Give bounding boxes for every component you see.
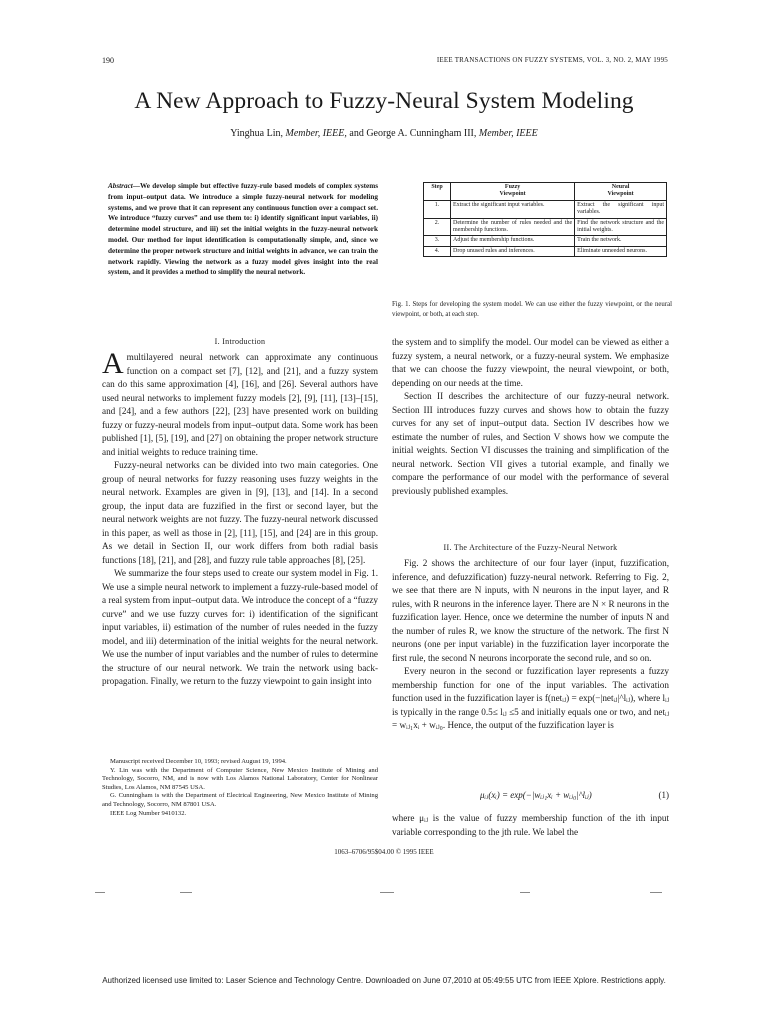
table-header-row bbox=[424, 183, 667, 201]
author-line bbox=[0, 128, 768, 139]
paper-title: A New Approach to Fuzzy-Neural System Modeling bbox=[134, 88, 634, 114]
scan-mark bbox=[95, 892, 105, 893]
figure-caption: Fig. 1. Steps for developing the system model. We can use either the fuzzy viewpoint, or the neural viewpoint, or both, at each step. bbox=[392, 301, 672, 318]
table-header-neural: Neural Viewpoint bbox=[575, 183, 667, 201]
footnote-received: Manuscript received December 10, 1993; revised August 19, 1994. bbox=[110, 758, 287, 765]
architecture-paragraph-1: Fig. 2 shows the architecture of our four layer (input, fuzzification, inference, and defuzzification) fuzzy-neural network. Referring to Fig. 2, we see that there are N inputs, with N neurons in the input layer, and R rules, with R neurons in the inference layer. There are N × R neurons in the fuzzification layer. Hence, once we determine the number of inputs N and the number of rules R, we know the structure of the network. The first N neurons (one per input variable) in the fuzzification layer incorporate the first rule, the second N neurons incorporate the second rule, and so on. bbox=[392, 558, 669, 663]
table-cell-fuzzy: Adjust the membership functions. bbox=[451, 236, 575, 246]
table-cell-neural: Extract the significant input variables. bbox=[575, 200, 667, 218]
running-head: IEEE TRANSACTIONS ON FUZZY SYSTEMS, VOL. 3, NO. 2, MAY 1995 bbox=[436, 56, 668, 64]
footnote-author-2: G. Cunningham is with the Department of Electrical Engineering, New Mexico Institute of Mining and Technology, Socorro, NM 87801 USA. bbox=[102, 792, 378, 808]
architecture-paragraph-2: Every neuron in the second or fuzzification layer represents a fuzzy membership function for one of the input variables. The activation function used in the fuzzification layer is f(netᵢⱼ) = exp(−|netᵢⱼ|^lᵢⱼ), where lᵢⱼ is typically in the range 0.5≤ lᵢⱼ ≤5 and initially equals one or two, and netᵢⱼ = wᵢⱼ₁xᵢ + wᵢⱼ₀. Hence, the output of the fuzzification layer is bbox=[392, 666, 669, 730]
steps-table bbox=[423, 182, 667, 257]
intro-paragraph-5: Section II describes the architecture of our fuzzy-neural network. Section III introduces fuzzy curves and shows how to obtain the fuzzy curves for any set of input–output data. Section IV describes how we estimate the number of rules, and Section V shows how we compute the initial weights. Section VI discusses the training and simplification of the neural network. Section VII gives a tutorial example, and finally we compare the performance of our model with the performance of several previously published examples. bbox=[392, 391, 669, 496]
table-cell-step: 1. bbox=[424, 200, 451, 218]
table-row bbox=[424, 200, 667, 218]
table-row bbox=[424, 218, 667, 236]
abstract-text: We develop simple but effective fuzzy-rule based models of complex systems from input–output data. We introduce a simple fuzzy-neural network for modeling systems, and we prove that it can represent any continuous function over a compact set. We introduce “fuzzy curves” and use them to: i) identify significant input variables, ii) determine model structure, and iii) set the initial weights in the fuzzy-neural network model. Our method for input identification is computationally simple, and, since we determine the proper network structure and initial weights in advance, we can train the network rapidly. Viewing the network as a fuzzy model gives insight into the real system, and it provides a method to simplify the neural network. bbox=[108, 182, 378, 277]
right-column-intro bbox=[392, 336, 669, 498]
copyright-line: 1063–6706/95$04.00 © 1995 IEEE bbox=[334, 848, 434, 856]
equation-expression: μᵢⱼ(xᵢ) = exp(−|wᵢⱼ₁xᵢ + wᵢⱼ₀|^lᵢⱼ) bbox=[480, 790, 592, 800]
author-1-role: Member, IEEE, bbox=[285, 128, 347, 139]
footnotes bbox=[102, 758, 378, 818]
scan-mark bbox=[520, 892, 530, 893]
right-column-after-equation bbox=[392, 812, 669, 839]
table-cell-neural: Eliminate unneeded neurons. bbox=[575, 246, 667, 256]
equation-number: (1) bbox=[658, 790, 669, 800]
intro-paragraph-2: Fuzzy-neural networks can be divided into two main categories. One group of neural networks for fuzzy reasoning uses fuzzy weights in the neural network. Examples are given in [9], [13], and [14]. In a second group, the input data are fuzzified in the first or second layer, but the neural network weights are not fuzzy. The fuzzy-neural network discussed in this paper, as well as those in [2], [11], [15], and [24] are in this group. As we detail in Section II, our work differs from both radial basis functions [18], [21], and [28], and fuzzy rule table approaches [8], [25]. bbox=[102, 460, 378, 565]
intro-paragraph-3: We summarize the four steps used to create our system model in Fig. 1. We use a simple neural network to implement a fuzzy-rule-based model of a real system from input–output data. We introduce the concept of a “fuzzy curve” and we use fuzzy curves for: i) identification of the significant input variables, ii) estimation of the number of rules needed in the fuzzy model, and iii) determination of the initial weights for the neural network. We use the number of input variables and the number of rules to determine the structure of our neural network. We train the network using back-propagation. Finally, we return to the fuzzy viewpoint to gain insight into bbox=[102, 568, 378, 686]
author-1: Yinghua Lin, bbox=[230, 128, 283, 139]
table-cell-neural: Train the network. bbox=[575, 236, 667, 246]
intro-paragraph-1: Amultilayered neural network can approximate any continuous function on a compact set [7], [12], and [21], and a fuzzy system can do this same approximation [4], [16], and [26]. Several authors have used neural networks to implement fuzzy models [2], [9], [11], [13]–[15], and [24], and a few authors [22], [23] have presented work on building fuzzy or fuzzy-neural models from input–output data. Some work has been published [1], [5], [19], and [27] on obtaining the proper network structure and initial weights to reduce training time. bbox=[102, 347, 378, 457]
intro-paragraph-4: the system and to simplify the model. Our model can be viewed as either a fuzzy system, a neural network, or a fuzzy-neural system. We emphasize that we can choose the fuzzy viewpoint, the neural viewpoint, or both, depending on our needs at the time. bbox=[392, 337, 669, 388]
table-header-fuzzy: Fuzzy Viewpoint bbox=[451, 183, 575, 201]
page-number: 190 bbox=[102, 56, 114, 65]
section-heading-architecture: II. The Architecture of the Fuzzy-Neural Network bbox=[443, 543, 618, 552]
left-column-body bbox=[102, 347, 378, 689]
table-cell-step: 2. bbox=[424, 218, 451, 236]
abstract-label: Abstract— bbox=[108, 182, 140, 190]
table-row bbox=[424, 236, 667, 246]
author-2: and George A. Cunningham III, bbox=[349, 128, 477, 139]
scan-mark bbox=[380, 892, 394, 893]
right-column-architecture bbox=[392, 557, 669, 733]
abstract bbox=[108, 181, 378, 278]
scan-marks bbox=[0, 892, 768, 894]
footnote-author-1: Y. Lin was with the Department of Computer Science, New Mexico Institute of Mining and Technology, Socorro, NM, and is now with Los Alamos National Laboratory, Center for Nonlinear Studies, Los Alamos, NM 87545 USA. bbox=[102, 766, 378, 791]
architecture-paragraph-3: where μᵢⱼ is the value of fuzzy membership function of the ith input variable corresponding to the jth rule. We label the bbox=[392, 813, 669, 837]
table-row bbox=[424, 246, 667, 256]
drop-cap: A bbox=[102, 347, 124, 380]
table-cell-fuzzy: Drop unused rules and inferences. bbox=[451, 246, 575, 256]
section-heading-introduction: I. Introduction bbox=[214, 337, 266, 346]
table-cell-fuzzy: Determine the number of rules needed and the membership functions. bbox=[451, 218, 575, 236]
table-cell-step: 4. bbox=[424, 246, 451, 256]
scan-mark bbox=[180, 892, 192, 893]
table-header-step: Step bbox=[424, 183, 451, 201]
table-cell-fuzzy: Extract the significant input variables. bbox=[451, 200, 575, 218]
author-2-role: Member, IEEE bbox=[478, 128, 538, 139]
table-cell-step: 3. bbox=[424, 236, 451, 246]
footnote-log-number: IEEE Log Number 9410132. bbox=[110, 809, 187, 817]
authorization-footer: Authorized licensed use limited to: Laser Science and Technology Centre. Downloaded on June 07,2010 at 05:49:55 UTC from IEEE Xplore. Restrictions apply. bbox=[102, 976, 666, 985]
scan-mark bbox=[650, 892, 662, 893]
table-cell-neural: Find the network structure and the initial weights. bbox=[575, 218, 667, 236]
equation-1 bbox=[392, 790, 669, 801]
